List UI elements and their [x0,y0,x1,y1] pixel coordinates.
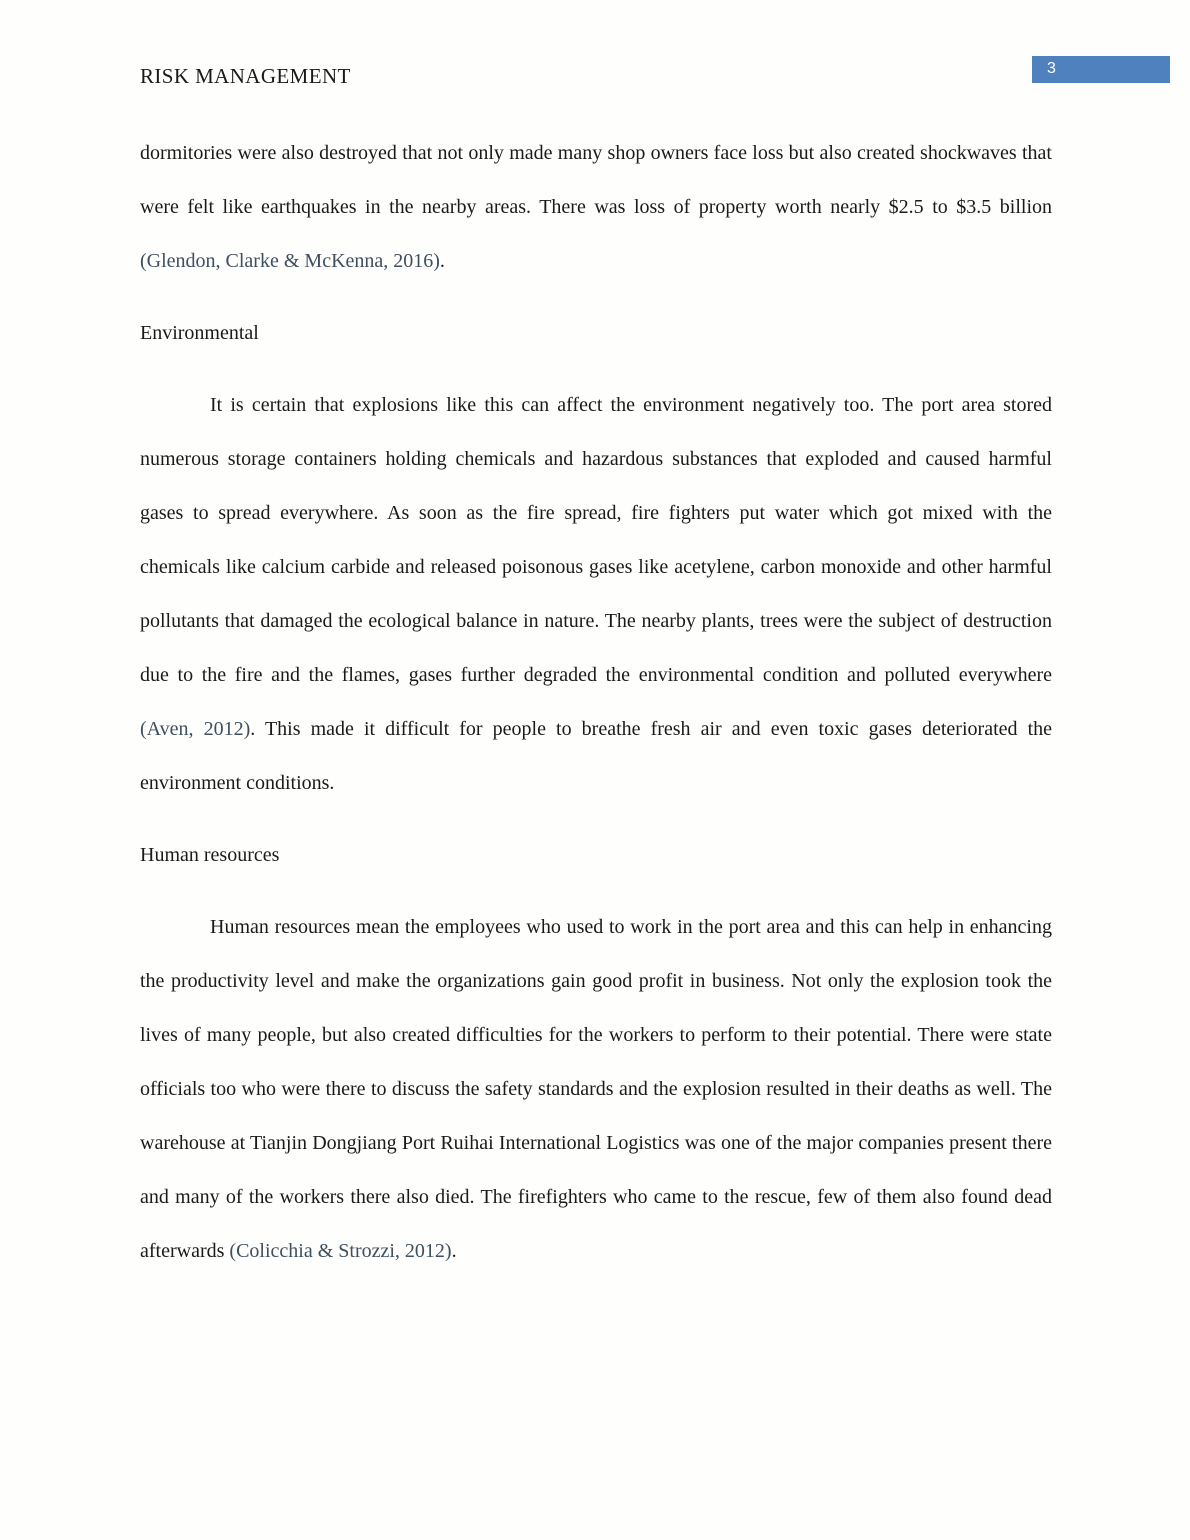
page-number: 3 [1047,60,1056,77]
paragraph-text: dormitories were also destroyed that not only made many shop owners face loss but also created shockwaves that were felt like earthquakes in the nearby areas. There was loss of property worth nearly $2.5 to $3.5 billion [140,142,1052,218]
paragraph-environmental [140,378,1052,810]
citation-colicchia-strozzi: (Colicchia & Strozzi, 2012) [229,1240,452,1262]
paragraph-text: . This made it difficult for people to breathe fresh air and even toxic gases deteriorated the environment conditions. [140,718,1053,794]
paragraph-property-loss [140,126,1052,288]
page-number-badge [1032,56,1170,83]
paragraph-text: . [451,1240,457,1262]
citation-aven: (Aven, 2012) [140,718,251,740]
section-heading-environmental: Environmental [140,322,259,344]
section-heading-human-resources: Human resources [140,844,280,866]
document-body [140,126,1052,1296]
citation-glendon-clarke-mckenna: (Glendon, Clarke & McKenna, 2016) [140,250,440,272]
paragraph-text: It is certain that explosions like this can affect the environment negatively too. The port area stored numerous storage containers holding chemicals and hazardous substances that exploded and caused harmful gases to spread everywhere. As soon as the fire spread, fire fighters put water which got mixed with the chemicals like calcium carbide and released poisonous gases like acetylene, carbon monoxide and other harmful pollutants that damaged the ecological balance in nature. The nearby plants, trees were the subject of destruction due to the fire and the flames, gases further degraded the environmental condition and polluted everywhere [140,394,1052,686]
running-head: RISK MANAGEMENT [140,64,351,88]
paragraph-text: Human resources mean the employees who used to work in the port area and this can help in enhancing the productivity level and make the organizations gain good profit in business. Not only the explosion took the lives of many people, but also created difficulties for the workers to perform to their potential. There were state officials too who were there to discuss the safety standards and the explosion resulted in their deaths as well. The warehouse at Tianjin Dongjiang Port Ruihai International Logistics was one of the major companies present there and many of the workers there also died. The firefighters who came to the rescue, few of them also found dead afterwards [140,916,1052,1262]
paragraph-human-resources [140,900,1052,1278]
paragraph-text: . [439,250,445,272]
